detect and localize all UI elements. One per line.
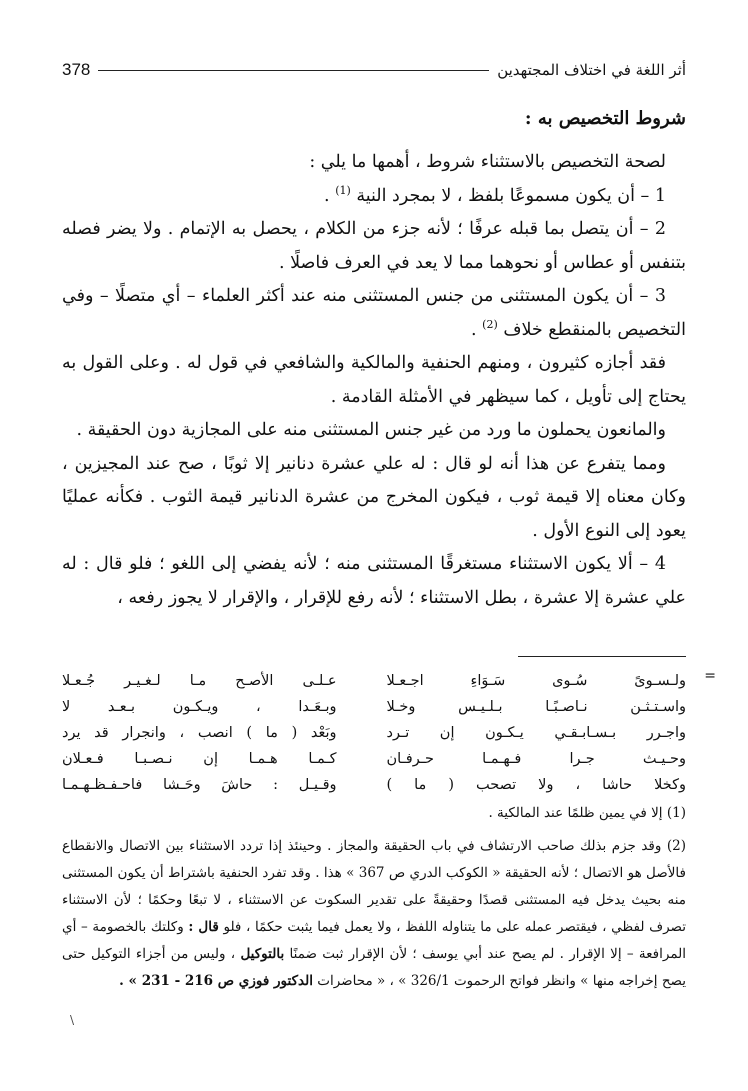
poem-line [62,772,686,798]
running-title: أثر اللغة في اختلاف المجتهدين [497,61,686,79]
section-title: شروط التخصيص به : [524,108,686,129]
poem-line [62,668,686,694]
paragraph-text: 3 – أن يكون المستثنى من جنس المستثنى منه عند أكثر العلماء – أي متصلًا – وفي التخصيص بالمنقطع خلاف [62,286,686,340]
paragraph: 2 – أن يتصل بما قبله عرفًا ؛ لأنه جزء من الكلام ، يحصل به الإتمام . ولا يضر فصله بتنفس أو عطاس أو نحوهما مما لا يعد في العرف فاصلًا . [62,219,686,273]
footnote-ref: (2) [482,317,498,331]
main-text [62,146,686,615]
footnotes [62,800,686,995]
paragraph: 4 – ألا يكون الاستثناء مستغرقًا المستثنى منه ؛ لأنه يفضي إلى اللغو ؛ فلو قال : له علي عشرة إلا عشرة ، بطل الاستثناء ؛ لأنه رفع للإقرار ، والإقرار لا يجوز رفعه ، [62,554,686,608]
poem-hemistich: وحـيـث جـرا فـهـمـا حـرفـان [386,751,686,767]
poem-line [62,694,686,720]
poem-hemistich: وكخلا حاشا ، ولا تصحب ( ما ) [386,777,686,793]
poem-hemistich: كـمـا هـمـا إن نـصـبـا فـعـلان [62,751,337,767]
footnote-bold-text: بالتوكيل [240,946,285,962]
footnote-text: وكلتك بالخصومة – أي المرافعة – إلا الإقرار . لم يصح عند أبي يوسف ؛ لأن الإقرار ثبت ضمنًا [62,919,687,962]
poem-hemistich: ولـسـوىً سُـوى سَـوَاءِ اجـعـلا [386,673,686,689]
paragraph: ومما يتفرع عن هذا أنه لو قال : له علي عشرة دنانير إلا ثوبًا ، صح عند المجيزين ، وكان معناه إلا قيمة ثوب ، فيكون المخرج من عشرة الدنانير قيمة الثوب . فكأنه عمليًا يعود إلى النوع الأول . [62,453,686,541]
running-header [62,56,686,84]
header-rule [98,70,489,71]
poem-line [62,746,686,772]
poem-hemistich: عـلـى الأصـح مـا لـغـيـر جُـعـلا [62,673,337,689]
footnote-2 [62,833,686,995]
paragraph: 3 – أن يكون المستثنى من جنس المستثنى منه عند أكثر العلماء – أي متصلًا – وفي التخصيص بالمنقطع خلاف $^{(2)}$ . [62,286,686,340]
footnote-1: (1) إلا في يمين ظلمًا عند المالكية . [488,805,686,821]
footnote-ref: (1) [335,183,351,197]
paragraph: لصحة التخصيص بالاستثناء شروط ، أهمها ما يلي : [309,152,666,172]
poem-hemistich: واجـرر بـسـابـقـي يـكـون إن تـرد [386,725,686,741]
paragraph: 1 – أن يكون مسموعًا بلفظ ، لا بمجرد النية $^{(1)}$ . [324,183,666,206]
footnote-bold-text: قال : [188,919,219,935]
poem-hemistich: وقـيـل : حاشَ وحَـشا فاحـفـظـهـمـا [62,777,337,793]
margin-mark: \ [70,1013,75,1027]
page-number: 378 [62,60,91,79]
paragraph: فقد أجازه كثيرون ، ومنهم الحنفية والمالكية والشافعي في قول له . وعلى القول به يحتاج إلى تأويل ، كما سيظهر في الأمثلة القادمة . [62,353,686,407]
poem-hemistich: واسـتـثـن نـاصـبًـا بـلـيـس وخـلا [386,699,686,715]
continuation-mark: = [704,668,716,684]
poem-line [62,720,686,746]
footnote-text: (2) وقد جزم بذلك صاحب الارتشاف في باب الحقيقة والمجاز . وحينئذ إذا تردد الاستثناء بين الاتصال والانقطاع فالأصل هو الاتصال ؛ لأنه الحقيقة « الكوكب الدري ص 367 » هذا . وقد تفرد الحنفية باشتراط أن يكون المستثنى منه بحيث يدخل فيه المستثنى قصدًا وحقيقةً على تقدير السكوت عن الاستثناء ، لا تبعًا وحكمًا ؛ لأن الاستثناء تصرف لفظي ، فيقتصر عمله على ما يتناوله اللفظ ، ولا يعمل فيما يثبت حكمًا ، فلو [62,838,686,935]
footnote-bold-text: الدكتور فوزي ص 216 - 231 » . [119,973,313,989]
paragraph: والمانعون يحملون ما ورد من غير جنس المستثنى منه على المجازية دون الحقيقة . [76,420,666,440]
poem-hemistich: وبَعْد ( ما ) انصب ، وانجرار قد يرد [62,725,337,741]
paragraph-text: 1 – أن يكون مسموعًا بلفظ ، لا بمجرد النية [356,185,666,206]
poem-hemistich: وبـعَـدا ، ويـكـون بـعـد لا [62,699,337,715]
footnote-text: ، وليس من أجزاء التوكيل حتى يصح إخراجه منها » وانظر فواتح الرحموت 326/1 » ، « محاضرات [62,946,686,989]
poem-block [62,668,716,798]
footnote-divider [518,656,686,657]
